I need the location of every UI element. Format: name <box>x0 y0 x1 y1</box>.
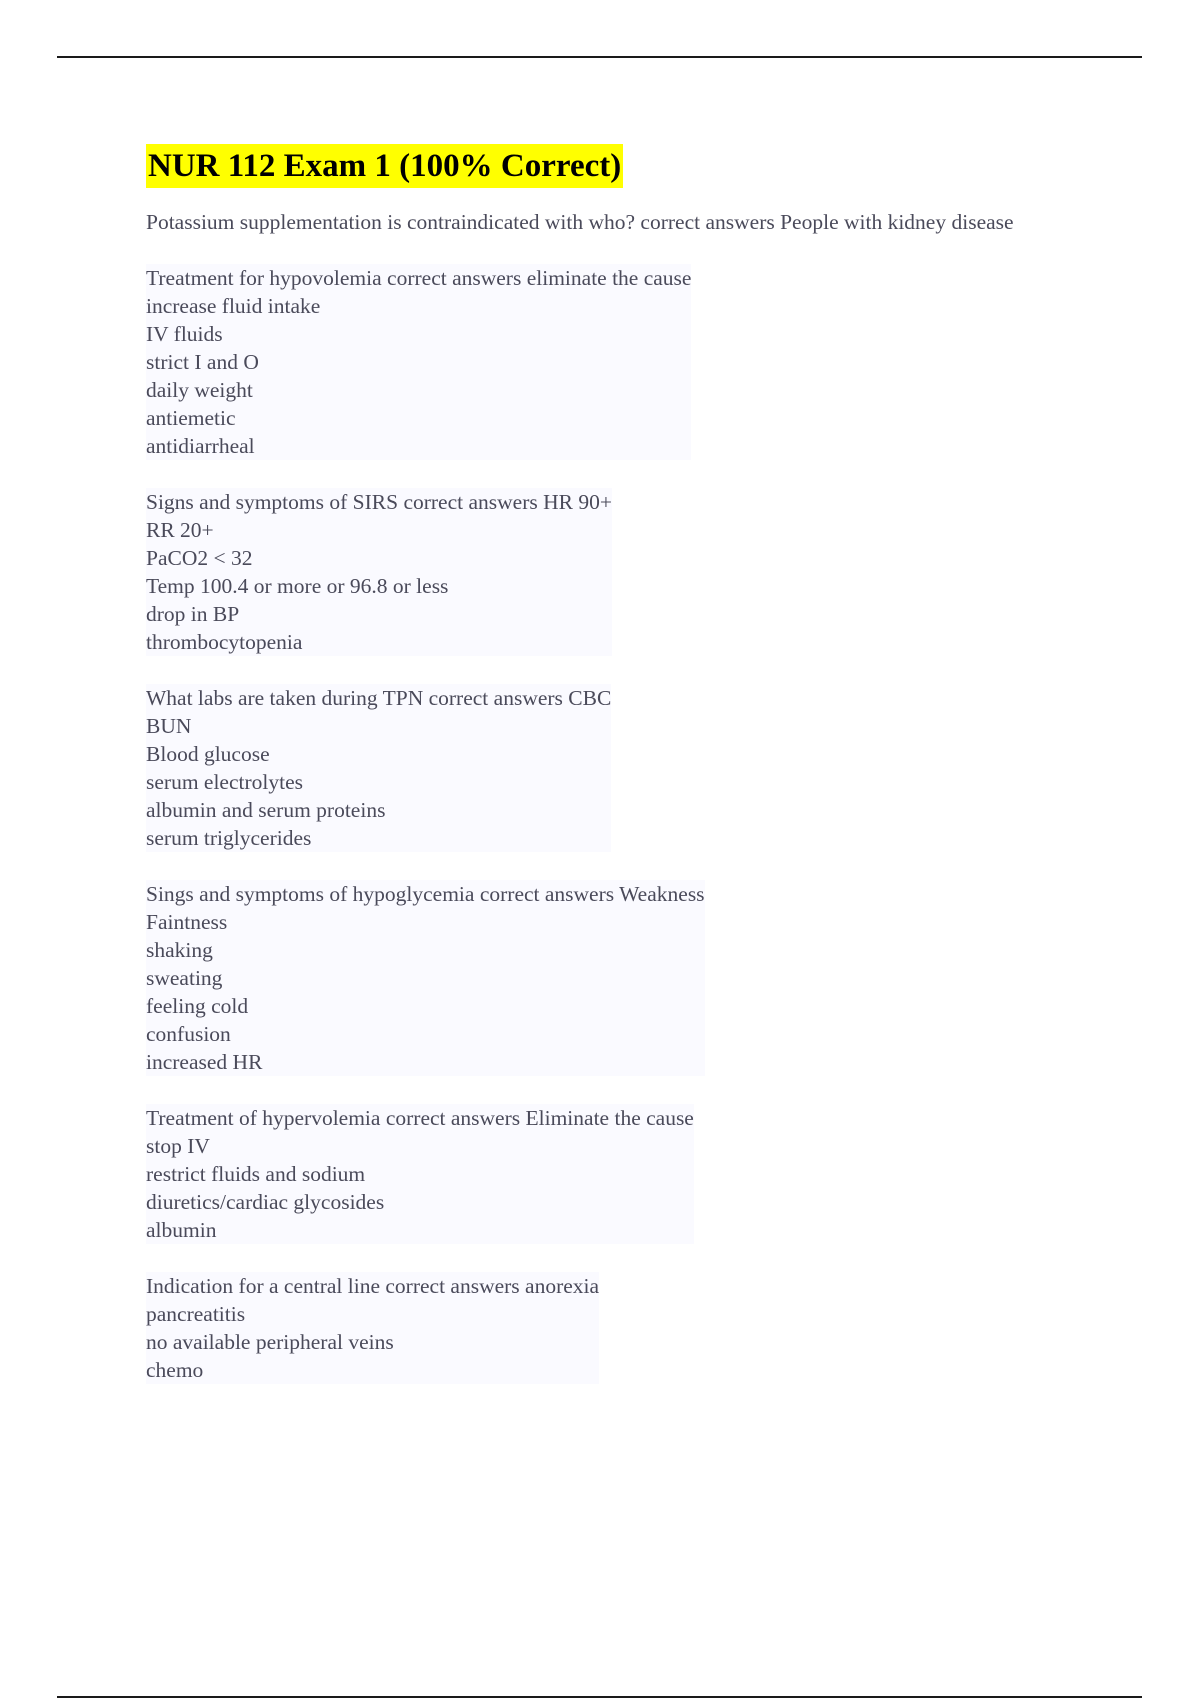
qa-line: feeling cold <box>146 994 249 1018</box>
qa-line: BUN <box>146 714 192 738</box>
qa-highlight <box>146 264 691 460</box>
qa-highlight <box>146 1272 599 1384</box>
qa-line: albumin and serum proteins <box>146 798 386 822</box>
qa-highlight <box>146 880 705 1076</box>
qa-line: PaCO2 < 32 <box>146 546 253 570</box>
qa-line: antiemetic <box>146 406 236 430</box>
qa-line: confusion <box>146 1022 231 1046</box>
qa-highlight <box>146 488 612 656</box>
qa-line: diuretics/cardiac glycosides <box>146 1190 385 1214</box>
qa-line: Potassium supplementation is contraindicated with who? correct answers People with kidney disease <box>146 210 1014 234</box>
qa-item-2 <box>146 264 1066 460</box>
qa-item-6 <box>146 1104 1066 1244</box>
qa-line: Faintness <box>146 910 228 934</box>
qa-line: no available peripheral veins <box>146 1330 394 1354</box>
qa-line: serum electrolytes <box>146 770 304 794</box>
qa-line: Treatment for hypovolemia correct answers eliminate the cause <box>146 266 692 290</box>
document-title: NUR 112 Exam 1 (100% Correct) <box>146 144 623 188</box>
qa-line: serum triglycerides <box>146 826 312 850</box>
document-body <box>146 144 1066 1412</box>
qa-item-7 <box>146 1272 1066 1384</box>
qa-line: Indication for a central line correct answers anorexia <box>146 1274 600 1298</box>
qa-highlight <box>146 684 611 852</box>
footer-rule <box>57 1696 1142 1698</box>
qa-line: Signs and symptoms of SIRS correct answers HR 90+ <box>146 490 612 514</box>
qa-line: chemo <box>146 1358 204 1382</box>
qa-item-5 <box>146 880 1066 1076</box>
qa-line: increased HR <box>146 1050 263 1074</box>
qa-highlight <box>146 1104 694 1244</box>
qa-line: Blood glucose <box>146 742 270 766</box>
qa-line: stop IV <box>146 1134 210 1158</box>
qa-line: daily weight <box>146 378 253 402</box>
qa-line: drop in BP <box>146 602 240 626</box>
qa-item-3 <box>146 488 1066 656</box>
qa-line: strict I and O <box>146 350 259 374</box>
qa-line: sweating <box>146 966 223 990</box>
qa-item-1 <box>146 208 1066 236</box>
qa-line: antidiarrheal <box>146 434 255 458</box>
qa-line: Temp 100.4 or more or 96.8 or less <box>146 574 449 598</box>
title-wrapper <box>146 144 1066 208</box>
qa-line: Sings and symptoms of hypoglycemia correct answers Weakness <box>146 882 705 906</box>
header-rule <box>57 56 1142 58</box>
qa-line: RR 20+ <box>146 518 214 542</box>
qa-line: increase fluid intake <box>146 294 321 318</box>
qa-line: shaking <box>146 938 213 962</box>
qa-line: IV fluids <box>146 322 223 346</box>
qa-item-4 <box>146 684 1066 852</box>
qa-line: albumin <box>146 1218 217 1242</box>
qa-line: pancreatitis <box>146 1302 246 1326</box>
qa-line: restrict fluids and sodium <box>146 1162 366 1186</box>
qa-line: What labs are taken during TPN correct answers CBC <box>146 686 612 710</box>
qa-line: Treatment of hypervolemia correct answers Eliminate the cause <box>146 1106 694 1130</box>
qa-line: thrombocytopenia <box>146 630 303 654</box>
